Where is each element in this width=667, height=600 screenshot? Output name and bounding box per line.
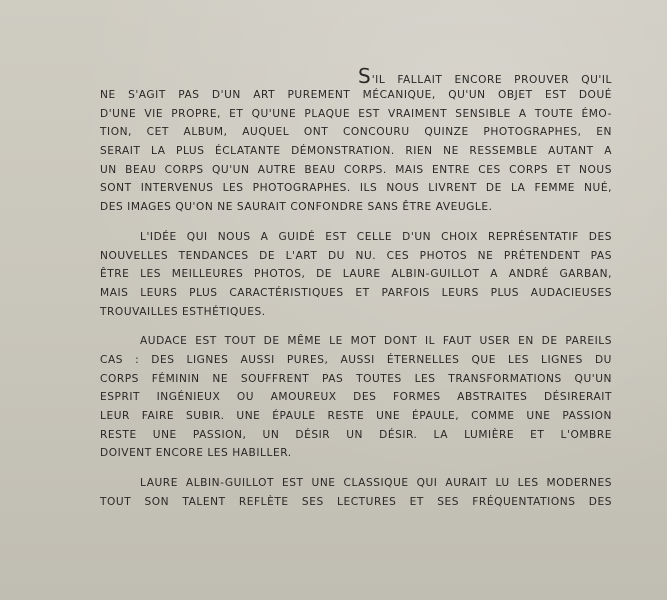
text-line: CORPS FÉMININ NE SOUFFRENT PAS TOUTES LES TRANSFORMATIONS QU'UN <box>100 372 612 385</box>
text-line: TROUVAILLES ESTHÉTIQUES. <box>100 305 266 318</box>
text-line: D'UNE VIE PROPRE, ET QU'UNE PLAQUE EST VRAIMENT SENSIBLE A TOUTE ÉMO- <box>100 107 612 120</box>
text-line: L'IDÉE QUI NOUS A GUIDÉ EST CELLE D'UN CHOIX REPRÉSENTATIF DES <box>140 230 612 243</box>
text-line: NOUVELLES TENDANCES DE L'ART DU NU. CES PHOTOS NE PRÉTENDENT PAS <box>100 249 612 262</box>
drop-cap: S <box>358 64 371 88</box>
text-line: MAIS LEURS PLUS CARACTÉRISTIQUES ET PARFOIS LEURS PLUS AUDACIEUSES <box>100 286 612 299</box>
first-line-text: 'IL FALLAIT ENCORE PROUVER QU'IL <box>371 74 612 86</box>
body-text <box>100 64 612 511</box>
text-line: RESTE UNE PASSION, UN DÉSIR UN DÉSIR. LA LUMIÈRE ET L'OMBRE <box>100 428 612 441</box>
paragraph-4 <box>100 474 612 511</box>
text-line: DES IMAGES QU'ON NE SAURAIT CONFONDRE SANS ÊTRE AVEUGLE. <box>100 201 493 214</box>
text-line: SERAIT LA PLUS ÉCLATANTE DÉMONSTRATION. RIEN NE RESSEMBLE AUTANT A <box>100 145 612 158</box>
text-line: AUDACE EST TOUT DE MÊME LE MOT DONT IL FAUT USER EN DE PAREILS <box>140 335 612 348</box>
text-line: LAURE ALBIN-GUILLOT EST UNE CLASSIQUE QUI AURAIT LU LES MODERNES <box>140 477 612 490</box>
paragraph-3 <box>100 332 612 463</box>
text-line: NE S'AGIT PAS D'UN ART PUREMENT MÉCANIQUE, QU'UN OBJET EST DOUÉ <box>100 89 612 101</box>
text-line: ÊTRE LES MEILLEURES PHOTOS, DE LAURE ALBIN-GUILLOT A ANDRÉ GARBAN, <box>100 268 612 281</box>
paragraph-spacer <box>100 321 612 332</box>
text-line: SONT INTERVENUS LES PHOTOGRAPHES. ILS NOUS LIVRENT DE LA FEMME NUÉ, <box>100 182 612 195</box>
text-line: UN BEAU CORPS QU'UN AUTRE BEAU CORPS. MAIS ENTRE CES CORPS ET NOUS <box>100 163 612 176</box>
paragraph-1 <box>100 64 612 217</box>
text-line: ESPRIT INGÉNIEUX OU AMOUREUX DES FORMES ABSTRAITES DÉSIRERAIT <box>100 391 612 404</box>
text-line: TOUT SON TALENT REFLÈTE SES LECTURES ET SES FRÉQUENTATIONS DES <box>100 495 612 508</box>
text-line: LEUR FAIRE SUBIR. UNE ÉPAULE RESTE UNE ÉPAULE, COMME UNE PASSION <box>100 410 612 422</box>
text-line: TION, CET ALBUM, AUQUEL ONT CONCOURU QUINZE PHOTOGRAPHES, EN <box>100 126 612 139</box>
text-line: CAS : DES LIGNES AUSSI PURES, AUSSI ÉTERNELLES QUE LES LIGNES DU <box>100 353 612 366</box>
paragraph-spacer <box>100 463 612 474</box>
text-line: DOIVENT ENCORE LES HABILLER. <box>100 447 292 460</box>
text-line <box>100 64 612 86</box>
paragraph-spacer <box>100 217 612 228</box>
paragraph-2 <box>100 228 612 321</box>
